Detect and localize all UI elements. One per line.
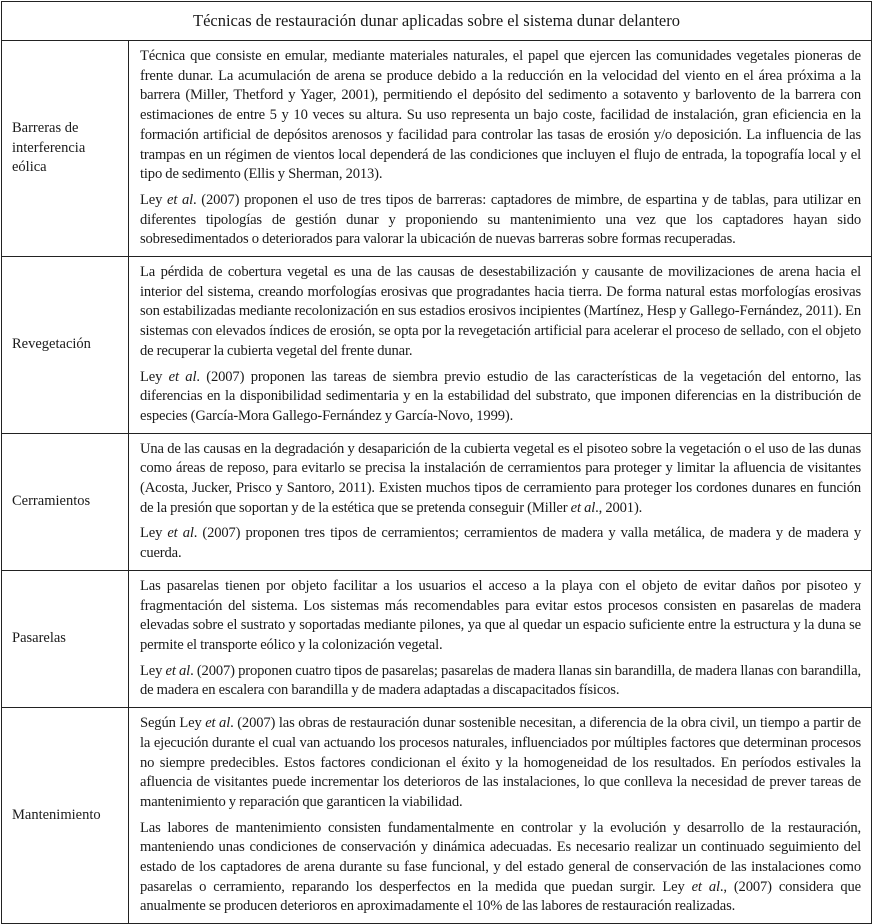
text-segment: Ley bbox=[140, 525, 168, 542]
description-paragraph bbox=[140, 577, 861, 656]
text-segment: . (2007) proponen cuatro tipos de pasarelas; pasarelas de madera llanas sin barandilla, de madera llanas con barandilla, de madera en escalera con barandilla y de madera adaptadas a discapacitados físicos. bbox=[140, 662, 862, 699]
italic-text: et al bbox=[165, 662, 191, 679]
technique-label: Mantenimiento bbox=[2, 708, 129, 924]
italic-text: et al bbox=[205, 715, 231, 732]
text-segment: Las pasarelas tienen por objeto facilitar a los usuarios el acceso a la playa con el objeto de evitar daños por pisoteo y fragmentación del sistema. Los sistemas más recomendables para evitar estos procesos consisten en pasarelas de madera elevadas sobre el sustrato y soportadas mediante pilones, ya que al quedar un espacio suficiente entre la estructura y la duna se permite el transporte eólico y la colonización vegetal. bbox=[140, 577, 861, 653]
technique-description bbox=[129, 570, 872, 707]
italic-text: et al bbox=[570, 499, 596, 516]
description-paragraph bbox=[140, 191, 861, 250]
description-paragraph bbox=[140, 47, 861, 185]
text-segment: Según Ley bbox=[140, 715, 206, 732]
text-segment: . (2007) las obras de restauración dunar sostenible necesitan, a diferencia de la obra civil, un tiempo a partir de la ejecución durante el cual van actuando los procesos naturales, influenciados por múltiples factores que determinan procesos no siempre predecibles. Estos factores condicionan el éxito y la homogeneidad de los resultados. En períodos estivales la afluencia de visitantes puede incrementar los deterioros de las instalaciones, lo que conlleva la necesidad de prever tareas de mantenimiento y reparación que garanticen la viabilidad. bbox=[140, 715, 861, 810]
table-body bbox=[2, 41, 872, 924]
table-title-row bbox=[2, 2, 872, 41]
description-paragraph bbox=[140, 714, 861, 813]
text-segment: La pérdida de cobertura vegetal es una de las causas de desestabilización y causante de movilizaciones de arena hacia el interior del sistema, creando morfologías erosivas que progradantes hacia tierra. De forma natural estas morfologías erosivas son estabilizadas mediante recolonización en sus estadios erosivos incipientes (Martínez, Hesp y Gallego-Fernández, 2011). En sistemas con elevados índices de erosión, se opta por la revegetación artificial para acelerar el proceso de sellado, con el objeto de recuperar la cubierta vegetal del frente dunar. bbox=[140, 264, 861, 359]
text-segment: . (2007) proponen las tareas de siembra previo estudio de las características de la vegetación del entorno, las diferencias en la disponibilidad sedimentaria y en la estabilidad del substrato, que imponen diferencias en la distribución de especies (García-Mora Gallego-Fernández y García-Novo, 1999). bbox=[140, 368, 861, 424]
text-segment: . (2007) proponen tres tipos de cerramientos; cerramientos de madera y valla metálica, de madera y de madera y cuerda. bbox=[140, 525, 862, 562]
italic-text: et al bbox=[167, 191, 194, 208]
text-segment: Las labores de mantenimiento consisten fundamentalmente en controlar y la evolución y desarrollo de la restauración, manteniendo unas condiciones de conservación y dinámica adecuadas. Es necesario realizar un continuado seguimiento del estado de los captadores de arena durante su fase funcional, y del estado general de conservación de las instalaciones como pasarelas o cerramiento, reparando los desperfectos en la medida que puedan surgir. Ley bbox=[140, 819, 861, 895]
description-paragraph bbox=[140, 440, 861, 519]
description-paragraph bbox=[140, 524, 861, 563]
table-row bbox=[2, 433, 872, 570]
italic-text: et al bbox=[168, 368, 197, 385]
italic-text: et al bbox=[691, 878, 720, 895]
technique-description bbox=[129, 708, 872, 924]
italic-text: et al bbox=[167, 525, 194, 542]
table-row bbox=[2, 41, 872, 257]
text-segment: ., (2007) considera que anualmente se producen deterioros en aproximadamente el 10% de las labores de restauración realizadas. bbox=[140, 878, 861, 915]
description-paragraph bbox=[140, 263, 861, 362]
text-segment: Ley bbox=[140, 368, 169, 385]
restoration-techniques-table bbox=[1, 1, 872, 924]
text-segment: Ley bbox=[140, 662, 166, 679]
description-paragraph bbox=[140, 819, 861, 918]
table-row bbox=[2, 708, 872, 924]
technique-description bbox=[129, 433, 872, 570]
technique-description bbox=[129, 41, 872, 257]
text-segment: . (2007) proponen el uso de tres tipos de barreras: captadores de mimbre, de espartina y de tablas, para utilizar en diferentes tipologías de gestión dunar y proponiendo su mantenimiento una vez que los captadores hayan sido sobresedimentados o deteriorados para valorar la ubicación de nuevas barreras sobre formas recuperadas. bbox=[140, 191, 861, 248]
technique-label: Barreras de interferencia eólica bbox=[2, 41, 129, 257]
technique-description bbox=[129, 257, 872, 434]
technique-label: Cerramientos bbox=[2, 433, 129, 570]
text-segment: Ley bbox=[140, 191, 167, 208]
text-segment: Técnica que consiste en emular, mediante materiales naturales, el papel que ejercen las comunidades vegetales pioneras de frente dunar. La acumulación de arena se produce debido a la reducción en la velocidad del viento en el área próxima a la barrera (Miller, Thetford y Yager, 2001), permitiendo el depósito del sedimento a sotavento y barlovento de la barrera con estimaciones de entre 5 y 10 veces su altura. Su uso representa un bajo coste, facilidad de instalación, gran eficiencia en la formación artificial de depósitos arenosos y facilidad para controlar las tasas de erosión y/o deposición. La influencia de las trampas en un régimen de vientos local dependerá de las condiciones que incluyen el flujo de entrada, la topografía local y el tipo de sedimento (Ellis y Sherman, 2013). bbox=[140, 48, 861, 183]
table-row bbox=[2, 570, 872, 707]
table-row bbox=[2, 257, 872, 434]
text-segment: ., 2001). bbox=[595, 499, 643, 516]
description-paragraph bbox=[140, 662, 861, 701]
text-segment: Una de las causas en la degradación y desaparición de la cubierta vegetal es el pisoteo sobre la vegetación o el uso de las dunas como áreas de reposo, para evitarlo se precisa la instalación de cerramientos para proteger y limitar la afluencia de visitantes (Acosta, Jucker, Prisco y Santoro, 2011). Existen muchos tipos de cerramiento para proteger los cordones dunares en función de la presión que soportan y de la estética que se pretenda conseguir (Miller bbox=[140, 440, 861, 516]
table-title: Técnicas de restauración dunar aplicadas sobre el sistema dunar delantero bbox=[2, 2, 872, 41]
description-paragraph bbox=[140, 368, 861, 427]
technique-label: Revegetación bbox=[2, 257, 129, 434]
technique-label: Pasarelas bbox=[2, 570, 129, 707]
